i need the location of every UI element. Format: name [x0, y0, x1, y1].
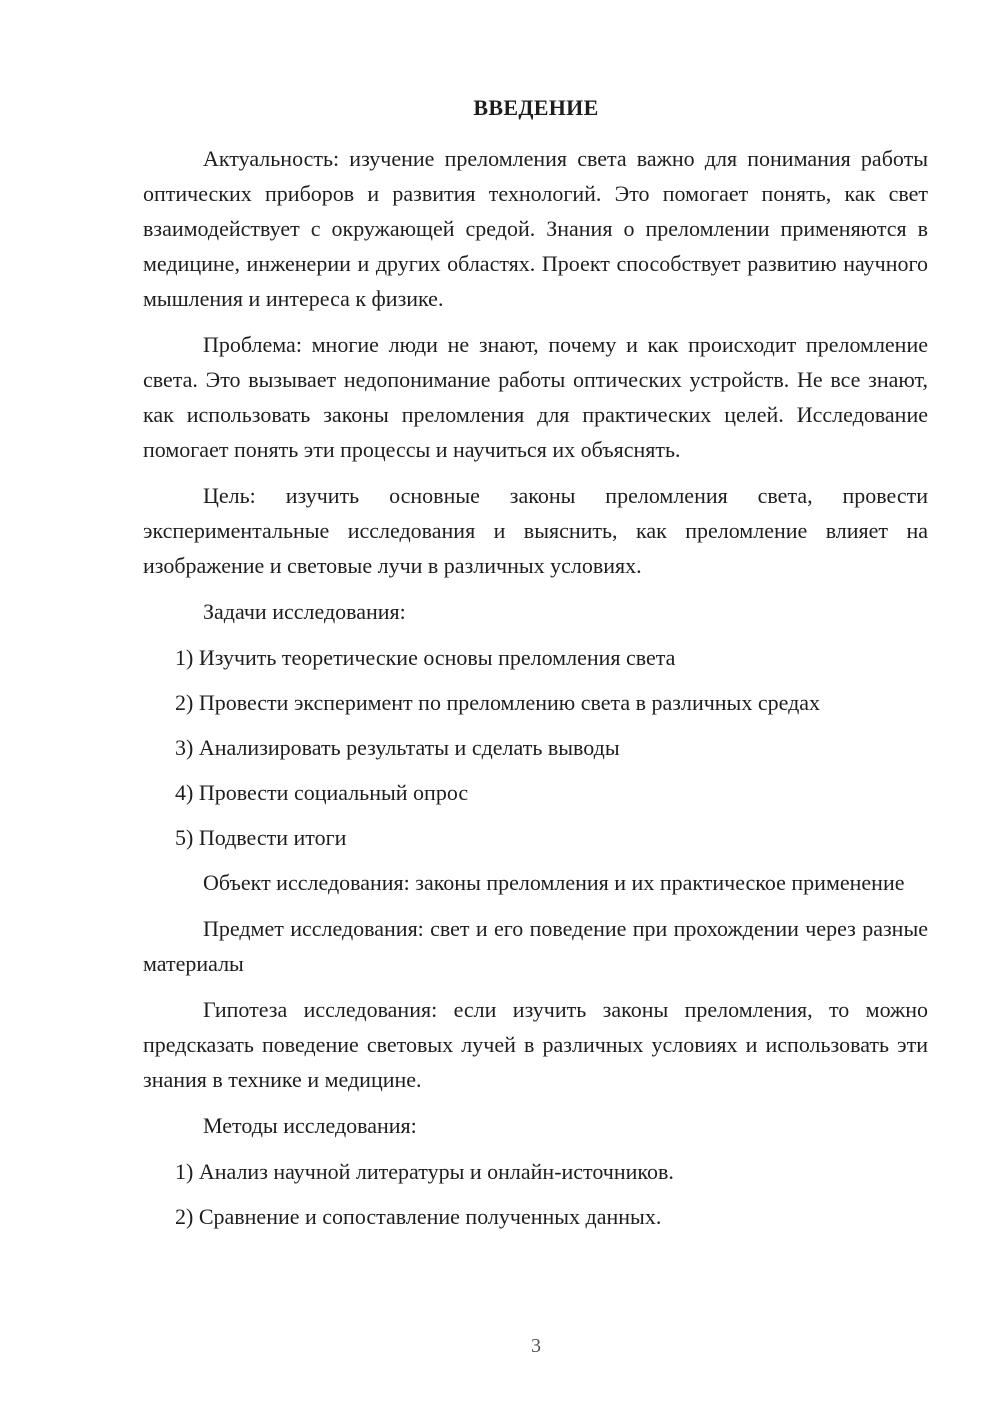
relevance-paragraph: Актуальность: изучение преломления света важно для понимания работы оптических приборов и развития технологий. Это помогает понять, как свет взаимодействует с окружающей средой. Знания о преломлении применяются в медицине, инженерии и других областях. Проект способствует развитию научного мышления и интереса к физике. [143, 146, 928, 311]
list-item: 4) Провести социальный опрос [175, 780, 469, 805]
page-number: 3 [531, 1335, 541, 1357]
list-item: 3) Анализировать результаты и сделать выводы [175, 735, 620, 760]
list-item: 2) Провести эксперимент по преломлению света в различных средах [175, 690, 821, 715]
problem-paragraph: Проблема: многие люди не знают, почему и как происходит преломление света. Это вызывает недопонимание работы оптических устройств. Не все знают, как использовать законы преломления для практических целей. Исследование помогает понять эти процессы и научиться их объяснять. [143, 332, 928, 462]
subject-paragraph: Предмет исследования: свет и его поведение при прохождении через разные материалы [143, 916, 928, 976]
tasks-list [143, 640, 928, 855]
page-title: ВВЕДЕНИЕ [473, 95, 599, 120]
methods-list [143, 1154, 928, 1234]
list-item: 1) Анализ научной литературы и онлайн-источников. [175, 1159, 674, 1184]
tasks-heading: Задачи исследования: [203, 599, 406, 624]
methods-heading: Методы исследования: [203, 1113, 417, 1138]
goal-paragraph: Цель: изучить основные законы преломления света, провести экспериментальные исследования и выяснить, как преломление влияет на изображение и световые лучи в различных условиях. [143, 483, 928, 578]
list-item: 2) Сравнение и сопоставление полученных данных. [175, 1204, 662, 1229]
list-item: 1) Изучить теоретические основы преломления света [175, 645, 676, 670]
document-body [143, 141, 928, 1244]
object-paragraph: Объект исследования: законы преломления и их практическое применение [203, 870, 905, 895]
list-item: 5) Подвести итоги [175, 825, 347, 850]
hypothesis-paragraph: Гипотеза исследования: если изучить законы преломления, то можно предсказать поведение световых лучей в различных условиях и использовать эти знания в технике и медицине. [143, 997, 928, 1092]
